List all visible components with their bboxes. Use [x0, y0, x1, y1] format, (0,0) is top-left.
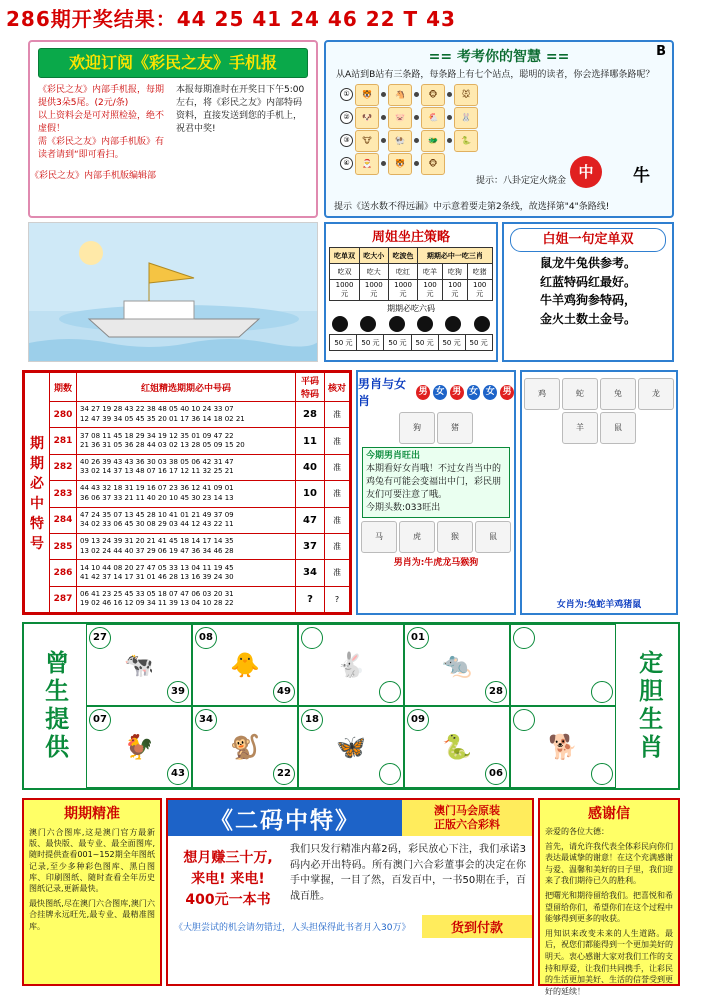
th-check: 核对 [325, 373, 350, 402]
animal-cell: 猴 [437, 521, 473, 553]
step-marker: ② [340, 111, 353, 124]
zhoujie-price-table [329, 334, 492, 351]
animal-icon: 🐲 [421, 130, 445, 152]
footer-right-p3: 把曙光和期待留给我们。把喜悦和希望留给你们，希望你们在这个过程中能够得到更多的收获。 [545, 890, 673, 924]
cell-number-bottom: 22 [273, 763, 295, 785]
footer-right-p1: 亲爱的各位大德： [545, 827, 609, 836]
cell-period: 284 [50, 507, 77, 533]
footer-center-panel [166, 798, 534, 986]
ball-icon [389, 316, 405, 332]
dot-icon [381, 161, 386, 166]
animal-icon: 🐵 [421, 84, 445, 106]
baijie-line: 金火土数土金号。 [539, 311, 636, 326]
dot-icon [381, 115, 386, 120]
ball-icon [360, 316, 376, 332]
table-header-row [25, 373, 350, 402]
subscribe-title: 欢迎订阅《彩民之友》手机报 [38, 48, 308, 78]
cell-number-bottom [591, 763, 613, 785]
male-note [362, 447, 510, 518]
th-codes: 红姐精选期期必中号码 [77, 373, 296, 402]
animal-icon: 🐯 [355, 84, 379, 106]
vtext: 期 [30, 435, 44, 452]
header [6, 4, 696, 34]
td: 50 元 [465, 335, 492, 351]
tag-female: 女 [467, 385, 481, 400]
td: 50 元 [411, 335, 438, 351]
tag-female: 女 [483, 385, 497, 400]
animal-cell: 狗 [399, 412, 435, 444]
note-title: 今期男肖旺出 [366, 451, 421, 461]
ad-footer [168, 915, 532, 938]
cell-check: ? [325, 586, 350, 612]
number-table-panel [22, 370, 352, 615]
td: 1000 元 [330, 280, 359, 301]
cell-number-top [513, 709, 535, 731]
animal-cell: 羊 [562, 412, 598, 444]
animal-icon: 🐀 [442, 651, 472, 679]
td: 100 元 [418, 280, 443, 301]
cell-codes: 47 24 35 07 13 45 28 10 41 01 21 49 37 09 34 02 33 06 45 30 08 29 03 44 12 43 22 11 [77, 507, 296, 533]
cell-pingma: ? [296, 586, 325, 612]
boat-svg [29, 223, 318, 362]
ad-side [402, 800, 532, 836]
animal-cell: 兔 [600, 378, 636, 410]
td: 1000 元 [359, 280, 388, 301]
footer-left-title: 期期精准 [64, 806, 120, 822]
td: 吃双 [330, 264, 359, 280]
cell-pingma: 28 [296, 402, 325, 428]
tag-male: 男 [416, 385, 430, 400]
picture-cell [192, 624, 298, 706]
animal-icon: 🐥 [230, 651, 260, 679]
zhoujie-panel [324, 222, 498, 362]
ad-slogan [168, 836, 288, 911]
td: 100 元 [467, 280, 492, 301]
animal-icon: 🐒 [230, 733, 260, 761]
number-table [24, 372, 350, 613]
zengsheng-band [22, 622, 680, 790]
cell-number-bottom: 49 [273, 681, 295, 703]
female-panel [520, 370, 678, 615]
cell-codes: 14 10 44 08 20 27 47 05 33 13 04 11 19 45 41 42 37 14 17 31 01 46 28 13 16 39 24 30 [77, 560, 296, 586]
cell-number-top: 09 [407, 709, 429, 731]
animal-icon: 🐄 [124, 651, 154, 679]
cell-number-bottom: 28 [485, 681, 507, 703]
ad-text: 我们只发行精准内幕2码，彩民放心下注，我们承诺3码内必开出特码。所有澳门六合彩董事会的决定在你手中掌握，一目了然，百发百中，一书50期在手，百战百胜。 [290, 844, 526, 902]
vtext: 期 [30, 455, 44, 472]
table-row [25, 560, 350, 586]
cell-check: 准 [325, 428, 350, 454]
wisdom-hint: 提示：八卦定定火烧金 [476, 176, 567, 186]
picture-cell [86, 706, 192, 788]
cell-number-top: 07 [89, 709, 111, 731]
footer-right-p2: 首先，请允许我代表全体彩民向你们表达最诚挚的谢意！在这个充满感谢与爱、温馨和美好的日子里，我们迎来了我们期待已久的胜利。 [545, 841, 673, 886]
cell-pingma: 37 [296, 533, 325, 559]
male-animal-grid [358, 412, 514, 444]
step-marker: ③ [340, 134, 353, 147]
cell-check: 准 [325, 454, 350, 480]
cell-period: 282 [50, 454, 77, 480]
mf-title-row [358, 375, 514, 409]
ad-side-line1: 澳门马会原装 [434, 804, 500, 818]
table-row [330, 280, 492, 301]
wisdom-text: 从A站到B站有三条路，每条路上有七个站点，聪明的读者，你会选择哪条路呢？ [336, 70, 655, 80]
center-ball: 中 [570, 156, 602, 188]
animal-icon: 🐷 [388, 107, 412, 129]
footer-left-p2: 最快图纸,尽在澳门六合图库,澳门六合挂牌永远旺先,最专业、最精准图库。 [29, 899, 155, 931]
cell-pingma: 47 [296, 507, 325, 533]
wisdom-title: == 考考你的智慧 == [428, 49, 570, 65]
animal-cell: 鼠 [600, 412, 636, 444]
ball-icon [417, 316, 433, 332]
cell-codes: 40 26 39 43 43 36 30 03 38 05 06 42 31 47 33 02 14 37 13 48 07 16 17 12 11 32 25 21 [77, 454, 296, 480]
ad-footer-badge: 货到付款 [422, 915, 532, 938]
band-left-text: 曾生提供 [40, 650, 69, 762]
cell-number-bottom: 39 [167, 681, 189, 703]
ball-icon [332, 316, 348, 332]
ad-slogan-line: 来电! 来电! [191, 871, 265, 887]
td: 50 元 [357, 335, 384, 351]
cell-number-bottom: 06 [485, 763, 507, 785]
cell-period: 285 [50, 533, 77, 559]
cell-check: 准 [325, 481, 350, 507]
band-right-text: 定胆生肖 [634, 650, 663, 762]
baijie-line: 红蓝特码红最好。 [539, 274, 636, 289]
cell-period: 281 [50, 428, 77, 454]
td: 吃猪 [467, 264, 492, 280]
footer-right-title: 感谢信 [588, 806, 630, 822]
animal-icon: 🐮 [355, 130, 379, 152]
animal-icon: 🐍 [442, 733, 472, 761]
animal-icon: 🐭 [454, 84, 478, 106]
mf-title: 男肖与女肖 [358, 377, 407, 408]
zhoujie-title: 周姐坐庄策略 [371, 230, 450, 245]
animal-icon: 🐕 [548, 733, 578, 761]
black-balls [326, 316, 496, 332]
path-row [340, 153, 672, 175]
male-female-panel [356, 370, 516, 615]
dot-icon [414, 92, 419, 97]
cell-period: 283 [50, 481, 77, 507]
cell-number-bottom [379, 681, 401, 703]
cell-codes: 34 27 19 28 43 22 38 48 05 40 10 24 33 07 12 47 39 34 05 45 35 20 01 17 36 14 18 02 21 [77, 402, 296, 428]
cell-codes: 44 43 32 18 31 19 16 07 23 36 12 41 09 01 36 06 37 33 21 11 40 20 10 45 30 23 14 13 [77, 481, 296, 507]
ad-title: 《二码中特》 [210, 807, 360, 834]
cell-period: 286 [50, 560, 77, 586]
band-pictures [86, 624, 616, 788]
page-title: 286期开奖结果：44 25 41 24 46 22 T 43 [6, 7, 456, 31]
animal-icon: 🐍 [454, 130, 478, 152]
note-text: 本期看好女肖哦！不过女肖当中的鸡兔有可能会变福出中门，彩民朋友们可要注意了哦。 [366, 464, 502, 501]
td: 吃羊 [418, 264, 443, 280]
th: 吃大小 [359, 248, 388, 264]
ad-slogan-line: 想月赚三十万, [183, 850, 273, 866]
cell-period: 287 [50, 586, 77, 612]
subscribe-col3: 《彩民之友》内部手机版编辑部 [30, 171, 157, 182]
picture-cell [86, 624, 192, 706]
td: 吃狗 [442, 264, 467, 280]
animal-cell: 虎 [399, 521, 435, 553]
male-animal-grid-2 [358, 521, 514, 553]
dot-icon [447, 138, 452, 143]
center-word: 牛 [633, 166, 650, 186]
table-row [25, 402, 350, 428]
animal-cell: 蛇 [562, 378, 598, 410]
cell-number-top: 18 [301, 709, 323, 731]
ad-slogan-line: 400元一本书 [185, 892, 271, 908]
vtext: 必 [30, 475, 44, 492]
cell-number-top [301, 627, 323, 649]
cell-number-top: 27 [89, 627, 111, 649]
cell-number-top: 01 [407, 627, 429, 649]
cell-check: 准 [325, 402, 350, 428]
th: 吃波色 [388, 248, 417, 264]
cell-number-bottom [591, 681, 613, 703]
dot-icon [447, 115, 452, 120]
male-bottom-label: 男肖为:牛虎龙马猴狗 [393, 558, 479, 569]
path-row [340, 84, 672, 106]
table-row [330, 335, 492, 351]
subscribe-col1: 《彩民之友》内部手机报，每期提供3朵5尾。(2元/条) 以上资料会是可对照检验，绝不虚假！ 需《彩民之友》内部手机版》有读者请到“即可看扫。 [38, 85, 165, 161]
step-marker: ④ [340, 157, 353, 170]
cell-codes: 06 41 23 25 45 33 05 18 07 47 06 03 20 31 19 02 46 16 12 09 34 11 39 13 04 10 28 22 [77, 586, 296, 612]
path-row [340, 130, 672, 152]
tag-male: 男 [500, 385, 514, 400]
cell-check: 准 [325, 507, 350, 533]
baijie-title: 白姐一句定单双 [510, 228, 666, 252]
th: 期期必中一吃三肖 [418, 248, 492, 264]
table-row [330, 264, 492, 280]
footer-left-panel [22, 798, 162, 986]
th-period: 期数 [50, 373, 77, 402]
dot-icon [414, 115, 419, 120]
animal-cell: 鼠 [475, 521, 511, 553]
wisdom-panel [324, 40, 674, 218]
dot-icon [381, 92, 386, 97]
animal-cell: 猪 [437, 412, 473, 444]
td: 吃大 [359, 264, 388, 280]
tag-female: 女 [433, 385, 447, 400]
cell-number-bottom [379, 763, 401, 785]
th-pingma: 平码特码 [296, 373, 325, 402]
subscribe-panel [28, 40, 318, 218]
table-row [25, 533, 350, 559]
table-row [25, 481, 350, 507]
zhoujie-table [329, 247, 492, 301]
th: 吃单双 [330, 248, 359, 264]
picture-cell [404, 624, 510, 706]
subscribe-col2: 本报每期准时在开奖日下午5:00左右，将《彩民之友》内部特码资料，直接发送到您的手机上，祝君中奖! [176, 85, 305, 135]
animal-cell: 鸡 [524, 378, 560, 410]
animal-icon: 🐴 [388, 84, 412, 106]
animal-icon: 🐰 [454, 107, 478, 129]
cell-pingma: 40 [296, 454, 325, 480]
baijie-line: 牛羊鸡狗参特码， [539, 293, 636, 308]
cell-pingma: 11 [296, 428, 325, 454]
picture-cell [298, 706, 404, 788]
ad-body [168, 836, 532, 911]
animal-icon: 🐶 [355, 107, 379, 129]
wisdom-path-rows [326, 84, 672, 175]
cell-pingma: 10 [296, 481, 325, 507]
cell-number-bottom: 43 [167, 763, 189, 785]
cell-pingma: 34 [296, 560, 325, 586]
td: 50 元 [438, 335, 465, 351]
tag-male: 男 [450, 385, 464, 400]
boat-illustration [28, 222, 318, 362]
animal-icon: 🐏 [388, 130, 412, 152]
cell-check: 准 [325, 533, 350, 559]
picture-cell [510, 624, 616, 706]
band-right-label [618, 624, 678, 788]
path-row [340, 107, 672, 129]
cell-codes: 09 13 24 39 31 20 21 41 45 18 14 17 14 35 13 02 24 44 40 37 29 06 19 47 36 34 46 28 [77, 533, 296, 559]
table-row [25, 586, 350, 612]
picture-cell [298, 624, 404, 706]
footer-left-p1: 澳门六合图库,这是澳门官方最新版、最快版、最专业、最全面图库,随时提供查看001~152期全年图纸记录,至少多种彩色图库、黑白图库、印刷图纸、随时查看全年历史图纸记录,更新最快。 [29, 828, 155, 893]
animal-icon: 🐵 [421, 153, 445, 175]
cell-number-top [513, 627, 535, 649]
animal-icon: 🎅 [355, 153, 379, 175]
baijie-line: 鼠龙牛兔供参考。 [539, 256, 636, 270]
table-row [25, 507, 350, 533]
td: 1000 元 [388, 280, 417, 301]
td: 50 元 [384, 335, 411, 351]
cell-check: 准 [325, 560, 350, 586]
vtext: 号 [30, 535, 44, 552]
dot-icon [414, 138, 419, 143]
wisdom-footer: 提示《送水数不得远漏》中示意着要走第2条线，故选择第"4"条路线! [334, 202, 610, 212]
animal-icon: 🦋 [336, 733, 366, 761]
animal-icon: 🐓 [124, 733, 154, 761]
ball-icon [445, 316, 461, 332]
zhoujie-mid-label: 期期必吃六码 [387, 304, 435, 313]
picture-cell [510, 706, 616, 788]
cell-number-top: 08 [195, 627, 217, 649]
footer-right-p4: 用知识来改变未来的人生道路。最后，祝您们都能得到一个更加美好的明天。衷心感谢大家对我们工作的支持和厚爱，让我们共同携手，让彩民的生活更加美好、生活的信誉受到更好的延续！ [545, 928, 673, 996]
table-row [25, 454, 350, 480]
td: 100 元 [442, 280, 467, 301]
vtext: 特 [30, 515, 44, 532]
animal-icon: 🐔 [421, 107, 445, 129]
vtext: 中 [30, 495, 44, 512]
dot-icon [381, 138, 386, 143]
ad-side-line2: 正版六合彩料 [434, 818, 500, 831]
panel-badge: B [656, 44, 666, 59]
animal-icon: 🐇 [336, 651, 366, 679]
picture-cell [192, 706, 298, 788]
ad-banner [168, 800, 532, 836]
cell-number-top: 34 [195, 709, 217, 731]
female-bottom-label: 女肖为:兔蛇羊鸡猪鼠 [556, 600, 642, 610]
table-row [330, 248, 492, 264]
table-row [25, 428, 350, 454]
animal-cell: 马 [361, 521, 397, 553]
animal-icon: 🐯 [388, 153, 412, 175]
ad-footer-note: 《大胆尝试的机会请勿错过，人头担保得此书者月入30万》 [174, 923, 411, 933]
ball-icon [474, 316, 490, 332]
dot-icon [414, 161, 419, 166]
td: 吃红 [388, 264, 417, 280]
animal-cell: 龙 [638, 378, 674, 410]
dot-icon [447, 92, 452, 97]
vertical-title [25, 373, 50, 613]
step-marker: ① [340, 88, 353, 101]
td: 50 元 [330, 335, 357, 351]
note-line: 今期头数:033旺出 [366, 503, 441, 514]
cell-codes: 37 08 11 45 18 29 34 19 12 35 01 09 47 22 21 36 31 05 36 28 44 03 02 13 28 05 09 15 20 [77, 428, 296, 454]
baijie-panel [502, 222, 674, 362]
female-animal-grid [522, 378, 676, 444]
band-left-label [24, 624, 84, 788]
cell-period: 280 [50, 402, 77, 428]
picture-cell [404, 706, 510, 788]
footer-right-panel [538, 798, 680, 996]
